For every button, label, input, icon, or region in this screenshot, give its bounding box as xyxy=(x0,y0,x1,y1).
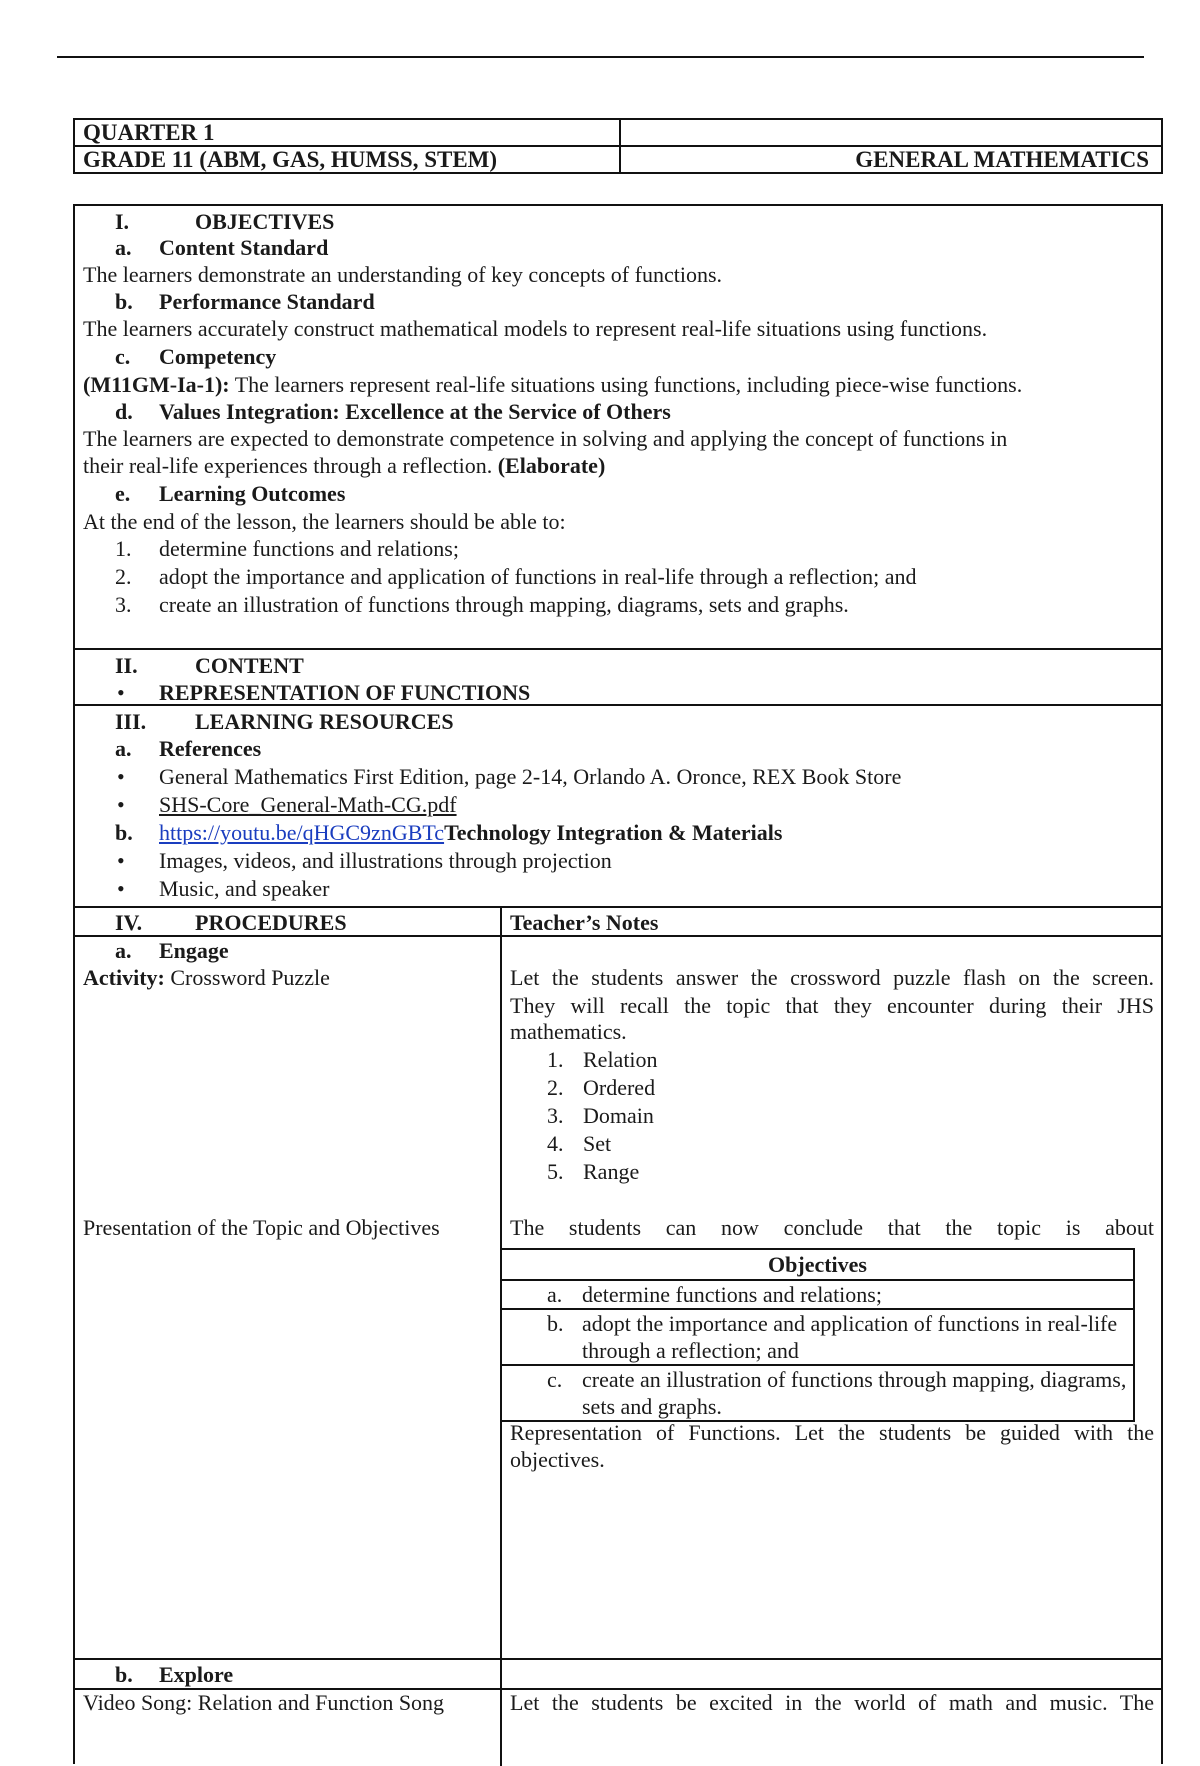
values-line2 xyxy=(83,452,605,479)
competency-text: The learners represent real-life situations using functions, including piece-wise functions. xyxy=(229,372,1023,397)
engage-notes-line2: They will recall the topic that they encounter during their JHS xyxy=(510,993,1154,1018)
content-item: REPRESENTATION OF FUNCTIONS xyxy=(159,680,531,705)
activity-label: Activity: xyxy=(83,965,165,990)
values-letter: d. xyxy=(115,399,133,424)
objective-text-c: create an illustration of functions through mapping, diagrams, sets and graphs. xyxy=(582,1367,1127,1419)
content-standard-letter: a. xyxy=(115,235,132,260)
word-num-4: 4. xyxy=(547,1131,564,1156)
references-letter: a. xyxy=(115,736,132,761)
outcome-text-2: adopt the importance and application of functions in real-life through a reflection; and xyxy=(159,564,917,589)
performance-standard-text: The learners accurately construct mathematical models to represent real-life situations using functions. xyxy=(83,316,988,341)
objective-letter-a: a. xyxy=(547,1282,563,1307)
header-table xyxy=(73,118,1163,174)
objectives-title: OBJECTIVES xyxy=(195,209,335,234)
objective-letter-c: c. xyxy=(547,1367,563,1392)
word-text-3: Domain xyxy=(583,1103,654,1128)
values-line1: The learners are expected to demonstrate competence in solving and applying the concept of functions in xyxy=(83,426,1008,451)
word-num-1: 1. xyxy=(547,1047,564,1072)
explore-left-text: Video Song: Relation and Function Song xyxy=(83,1690,445,1715)
engage-notes-line3: mathematics. xyxy=(510,1019,627,1044)
explore-letter: b. xyxy=(115,1662,133,1687)
outcome-text-3: create an illustration of functions through mapping, diagrams, sets and graphs. xyxy=(159,592,849,617)
top-rule xyxy=(57,56,1144,58)
outcomes-intro: At the end of the lesson, the learners should be able to: xyxy=(83,509,566,534)
reference-item-2[interactable]: SHS-Core_General-Math-CG.pdf xyxy=(159,792,457,817)
tech-line xyxy=(159,819,782,846)
after-objectives-line1: Representation of Functions. Let the students be guided with the xyxy=(510,1420,1154,1445)
activity-line xyxy=(83,964,330,991)
tech-bullet: • xyxy=(117,848,125,873)
outcome-num-3: 3. xyxy=(115,592,132,617)
teachers-notes-header: Teacher’s Notes xyxy=(510,910,659,935)
subject-cell: GENERAL MATHEMATICS xyxy=(620,146,1162,173)
engage-notes-line1: Let the students answer the crossword puzzle flash on the screen. xyxy=(510,965,1154,990)
values-elaborate: (Elaborate) xyxy=(497,453,606,478)
empty-cell xyxy=(620,119,1162,146)
reference-item-1: General Mathematics First Edition, page 2-14, Orlando A. Oronce, REX Book Store xyxy=(159,764,902,789)
divider xyxy=(75,935,1163,937)
procedures-title: PROCEDURES xyxy=(195,910,347,935)
word-num-3: 3. xyxy=(547,1103,564,1128)
objective-text-b: adopt the importance and application of functions in real-life through a reflection; and xyxy=(582,1311,1118,1363)
objective-row-a xyxy=(501,1280,1134,1309)
performance-standard-letter: b. xyxy=(115,289,133,314)
outcome-num-2: 2. xyxy=(115,564,132,589)
conclude-line: The students can now conclude that the topic is about xyxy=(510,1215,1154,1240)
objective-text-a: determine functions and relations; xyxy=(582,1282,882,1307)
tech-label: Technology Integration & Materials xyxy=(444,820,783,845)
competency-letter: c. xyxy=(115,344,131,369)
content-num: II. xyxy=(115,653,138,678)
word-num-5: 5. xyxy=(547,1159,564,1184)
lesson-plan xyxy=(73,204,1163,1764)
content-standard-text: The learners demonstrate an understanding of key concepts of functions. xyxy=(83,262,723,287)
outcome-num-1: 1. xyxy=(115,536,132,561)
tech-letter: b. xyxy=(115,820,133,845)
competency-code: (M11GM-Ia-1): xyxy=(83,372,230,397)
grade-cell: GRADE 11 (ABM, GAS, HUMSS, STEM) xyxy=(74,146,620,173)
resources-num: III. xyxy=(115,709,147,734)
engage-letter: a. xyxy=(115,938,132,963)
objective-row-c xyxy=(501,1365,1134,1421)
objectives-num: I. xyxy=(115,209,130,234)
reference-bullet: • xyxy=(117,792,125,817)
objectives-table xyxy=(500,1248,1135,1422)
outcomes-label: Learning Outcomes xyxy=(159,481,346,506)
explore-label: Explore xyxy=(159,1662,234,1687)
divider xyxy=(75,704,1163,706)
outcome-text-1: determine functions and relations; xyxy=(159,536,459,561)
reference-bullet: • xyxy=(117,764,125,789)
activity-text: Crossword Puzzle xyxy=(164,965,330,990)
youtube-link[interactable]: https://youtu.be/qHGC9znGBTc xyxy=(159,820,445,845)
word-text-5: Range xyxy=(583,1159,640,1184)
engage-label: Engage xyxy=(159,938,229,963)
after-objectives-line2: objectives. xyxy=(510,1447,605,1472)
content-title: CONTENT xyxy=(195,653,304,678)
content-bullet: • xyxy=(117,680,125,705)
content-standard-label: Content Standard xyxy=(159,235,329,260)
resources-title: LEARNING RESOURCES xyxy=(195,709,454,734)
tech-bullet: • xyxy=(117,876,125,901)
explore-right-text: Let the students be excited in the world of math and music. The xyxy=(510,1690,1154,1715)
presentation-label: Presentation of the Topic and Objectives xyxy=(83,1215,440,1240)
procedures-num: IV. xyxy=(115,910,143,935)
competency-label: Competency xyxy=(159,344,277,369)
values-label: Values Integration: Excellence at the Service of Others xyxy=(159,399,671,424)
word-text-4: Set xyxy=(583,1131,612,1156)
performance-standard-label: Performance Standard xyxy=(159,289,375,314)
objective-row-b xyxy=(501,1309,1134,1365)
tech-item-1: Images, videos, and illustrations through projection xyxy=(159,848,612,873)
objectives-table-header: Objectives xyxy=(501,1249,1134,1280)
word-text-2: Ordered xyxy=(583,1075,656,1100)
references-label: References xyxy=(159,736,262,761)
divider xyxy=(75,1658,1163,1660)
outcomes-letter: e. xyxy=(115,481,131,506)
word-text-1: Relation xyxy=(583,1047,658,1072)
tech-item-2: Music, and speaker xyxy=(159,876,330,901)
objective-letter-b: b. xyxy=(547,1311,564,1336)
competency-line xyxy=(83,371,1022,398)
divider xyxy=(75,906,1163,908)
quarter-cell: QUARTER 1 xyxy=(74,119,620,146)
values-line2-text: their real-life experiences through a reflection. xyxy=(83,453,498,478)
word-num-2: 2. xyxy=(547,1075,564,1100)
divider xyxy=(75,648,1163,650)
